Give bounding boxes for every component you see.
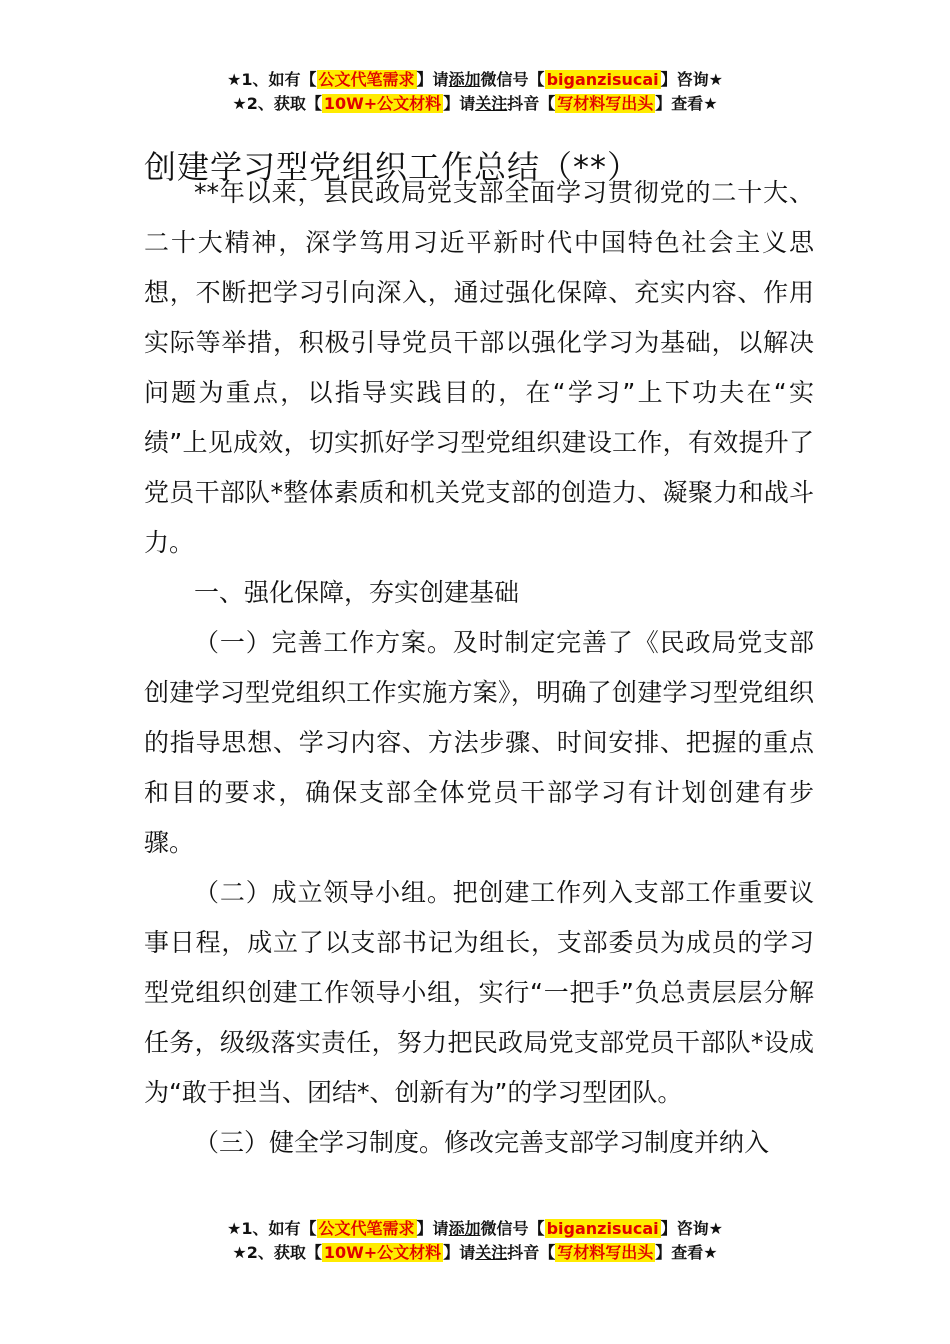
- promo-text: 抖音【: [507, 94, 556, 113]
- promo-text: 】请: [443, 1243, 476, 1262]
- promo-line-1: [0, 68, 950, 92]
- promo-douyin-id: 写材料写出头: [557, 1243, 654, 1262]
- promo-highlight: 10W+公文材料: [323, 1243, 442, 1262]
- promo-underlined: 关注: [475, 1243, 508, 1262]
- promo-text: 】请: [443, 94, 476, 113]
- promo-text: 微信号【: [480, 70, 545, 89]
- promo-text: ★1、如有【: [227, 70, 317, 89]
- promo-text: 】咨询★: [660, 70, 723, 89]
- section-heading: 一、强化保障，夯实创建基础: [194, 578, 520, 607]
- promo-douyin-id: 写材料写出头: [557, 94, 654, 113]
- promo-text: 微信号【: [480, 1219, 545, 1238]
- body-paragraph: （三）健全学习制度。修改完善支部学习制度并纳入: [194, 1128, 770, 1157]
- bottom-promo-banner: [0, 1217, 950, 1265]
- intro-paragraph: **年以来，县民政局党支部全面学习贯彻党的二十大、二十大精神，深学笃用习近平新时代中国特色社会主义思想，不断把学习引向深入，通过强化保障、充实内容、作用实际等举措，积极引导党员干部以强化学习为基础，以解决问题为重点，以指导实践目的，在“学习”上下功夫在“实绩”上见成效，切实抓好学习型党组织建设工作，有效提升了党员干部队*整体素质和机关党支部的创造力、凝聚力和战斗力。: [144, 178, 814, 557]
- promo-wechat-id: biganzisucai: [546, 1219, 659, 1238]
- promo-text: 】咨询★: [660, 1219, 723, 1238]
- promo-text: 】查看★: [655, 94, 718, 113]
- promo-text: ★2、获取【: [232, 94, 322, 113]
- promo-underlined: 添加: [448, 1219, 481, 1238]
- promo-highlight: 公文代笔需求: [318, 70, 415, 89]
- promo-text: 】查看★: [655, 1243, 718, 1262]
- promo-line-2: [0, 1241, 950, 1265]
- promo-underlined: 添加: [448, 70, 481, 89]
- top-promo-banner: [0, 68, 950, 116]
- promo-line-2: [0, 92, 950, 116]
- document-body: [144, 168, 814, 1168]
- promo-line-1: [0, 1217, 950, 1241]
- promo-text: ★1、如有【: [227, 1219, 317, 1238]
- document-title: 创建学习型党组织工作总结（**）: [144, 148, 641, 187]
- promo-underlined: 关注: [475, 94, 508, 113]
- promo-text: ★2、获取【: [232, 1243, 322, 1262]
- promo-highlight: 公文代笔需求: [318, 1219, 415, 1238]
- promo-wechat-id: biganzisucai: [546, 70, 659, 89]
- body-paragraph: （一）完善工作方案。及时制定完善了《民政局党支部创建学习型党组织工作实施方案》，明确了创建学习型党组织的指导思想、学习内容、方法步骤、时间安排、把握的重点和目的要求，确保支部全体党员干部学习有计划创建有步骤。: [144, 628, 814, 857]
- promo-text: 】请: [416, 70, 449, 89]
- promo-highlight: 10W+公文材料: [323, 94, 442, 113]
- promo-text: 抖音【: [507, 1243, 556, 1262]
- promo-text: 】请: [416, 1219, 449, 1238]
- body-paragraph: （二）成立领导小组。把创建工作列入支部工作重要议事日程，成立了以支部书记为组长，支部委员为成员的学习型党组织创建工作领导小组，实行“一把手”负总责层层分解任务，级级落实责任，努力把民政局党支部党员干部队*设成为“敢于担当、团结*、创新有为”的学习型团队。: [144, 878, 814, 1107]
